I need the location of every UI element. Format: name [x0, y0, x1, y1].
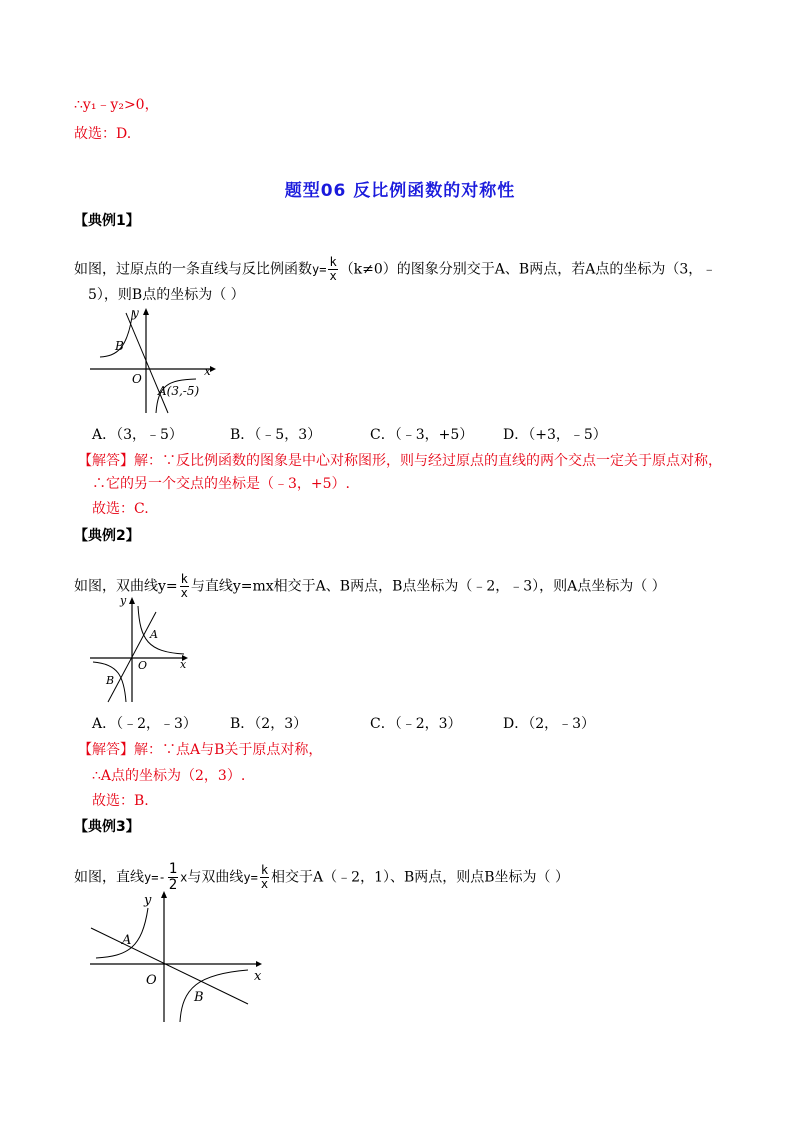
option-d: D．（2，﹣3）	[503, 716, 596, 732]
answer-1-line2: ∴它的另一个交点的坐标是（﹣3，+5）.	[92, 476, 350, 492]
point-b-label: B	[106, 674, 115, 687]
question-text: 如图，过原点的一条直线与反比例函数	[74, 261, 312, 278]
line-y-neg-half-x	[91, 928, 248, 1004]
option-b: B．（﹣5，3）	[230, 427, 322, 443]
example-3-figure	[88, 888, 268, 1026]
question-text: 如图，直线	[74, 869, 144, 886]
point-a-label: A	[122, 933, 132, 948]
point-a-label: A	[150, 628, 158, 641]
section-title: 题型06 反比例函数的对称性	[284, 181, 516, 201]
fraction-numerator: k	[260, 863, 269, 877]
question-text-cont: （k≠0）的图象分别交于A、B两点，若A点的坐标为（3，﹣	[339, 261, 717, 278]
choice-line: 故选：D.	[74, 126, 132, 142]
y-label: y	[132, 306, 139, 320]
example-2-figure	[88, 592, 198, 704]
question-text: 如图，双曲线y=	[74, 578, 178, 595]
x-label: x	[254, 969, 262, 984]
line-prefix: y=-	[144, 870, 166, 885]
question-text-cont: 与直线y=mx相交于A、B两点，B点坐标为（﹣2，﹣3），则A点坐标为（ ）	[190, 578, 666, 595]
fraction-denominator: x	[180, 586, 188, 600]
origin-label: O	[132, 372, 142, 386]
hyperbola-branch-lower	[180, 970, 248, 1022]
x-axis-arrow	[210, 366, 216, 372]
fraction-numerator: k	[329, 255, 337, 269]
example-1-figure	[88, 305, 218, 415]
point-b-label: B	[115, 339, 124, 353]
option-b: B．（2，3）	[230, 716, 308, 732]
example-3-heading: 【典例3】	[74, 819, 140, 835]
y-axis-arrow	[129, 597, 135, 604]
example-1-heading: 【典例1】	[74, 213, 140, 229]
answer-2-line2: ∴A点的坐标为（2，3）.	[92, 768, 246, 784]
x-label: x	[204, 364, 211, 378]
point-a-label: A(3,-5)	[158, 384, 200, 398]
fraction-numerator: k	[180, 572, 188, 586]
option-c: C．（﹣2，3）	[370, 716, 462, 732]
question-text-end: 相交于A（﹣2，1）、B两点，则点B坐标为（ ）	[271, 869, 569, 886]
option-d: D．（+3，﹣5）	[503, 427, 607, 443]
fraction-k-over-x	[260, 864, 269, 891]
y-label: y	[144, 893, 152, 908]
y-label: y	[120, 594, 127, 607]
fraction-numerator: 1	[168, 861, 178, 877]
example-2-heading: 【典例2】	[74, 528, 140, 544]
origin-label: O	[138, 659, 148, 672]
option-a: A．（3，﹣5）	[92, 427, 183, 443]
function-prefix: y=	[243, 870, 258, 885]
answer-1-line3: 故选：C.	[92, 501, 149, 517]
line-through-origin	[126, 313, 168, 413]
fraction-denominator: x	[329, 269, 337, 283]
answer-1-line1: 【解答】解：∵反比例函数的图象是中心对称图形，则与经过原点的直线的两个交点一定关于原点对称，	[78, 453, 722, 469]
hyperbola-branch-upper	[138, 606, 184, 654]
answer-2-line1: 【解答】解：∵点A与B关于原点对称，	[78, 742, 323, 758]
y-axis-arrow	[161, 891, 167, 898]
y-axis-arrow	[143, 308, 149, 315]
conclusion-line: ∴y₁﹣y₂>0，	[74, 97, 159, 113]
x-axis-arrow	[256, 961, 262, 967]
answer-2-line3: 故选：B.	[92, 793, 149, 809]
point-b-label: B	[194, 990, 204, 1005]
x-label: x	[180, 658, 187, 671]
line-x: x	[180, 870, 188, 885]
example-1-question	[74, 256, 716, 283]
question-text-cont: 与双曲线	[187, 869, 244, 886]
fraction-k-over-x	[328, 256, 337, 283]
option-a: A．（﹣2，﹣3）	[92, 716, 197, 732]
fraction-denominator: 2	[168, 877, 178, 893]
function-prefix: y=	[312, 262, 327, 277]
example-1-question-line2: 5），则B点的坐标为（ ）	[88, 287, 245, 303]
origin-label: O	[146, 973, 157, 988]
option-c: C．（﹣3，+5）	[370, 427, 474, 443]
fraction-denominator: x	[260, 877, 269, 891]
